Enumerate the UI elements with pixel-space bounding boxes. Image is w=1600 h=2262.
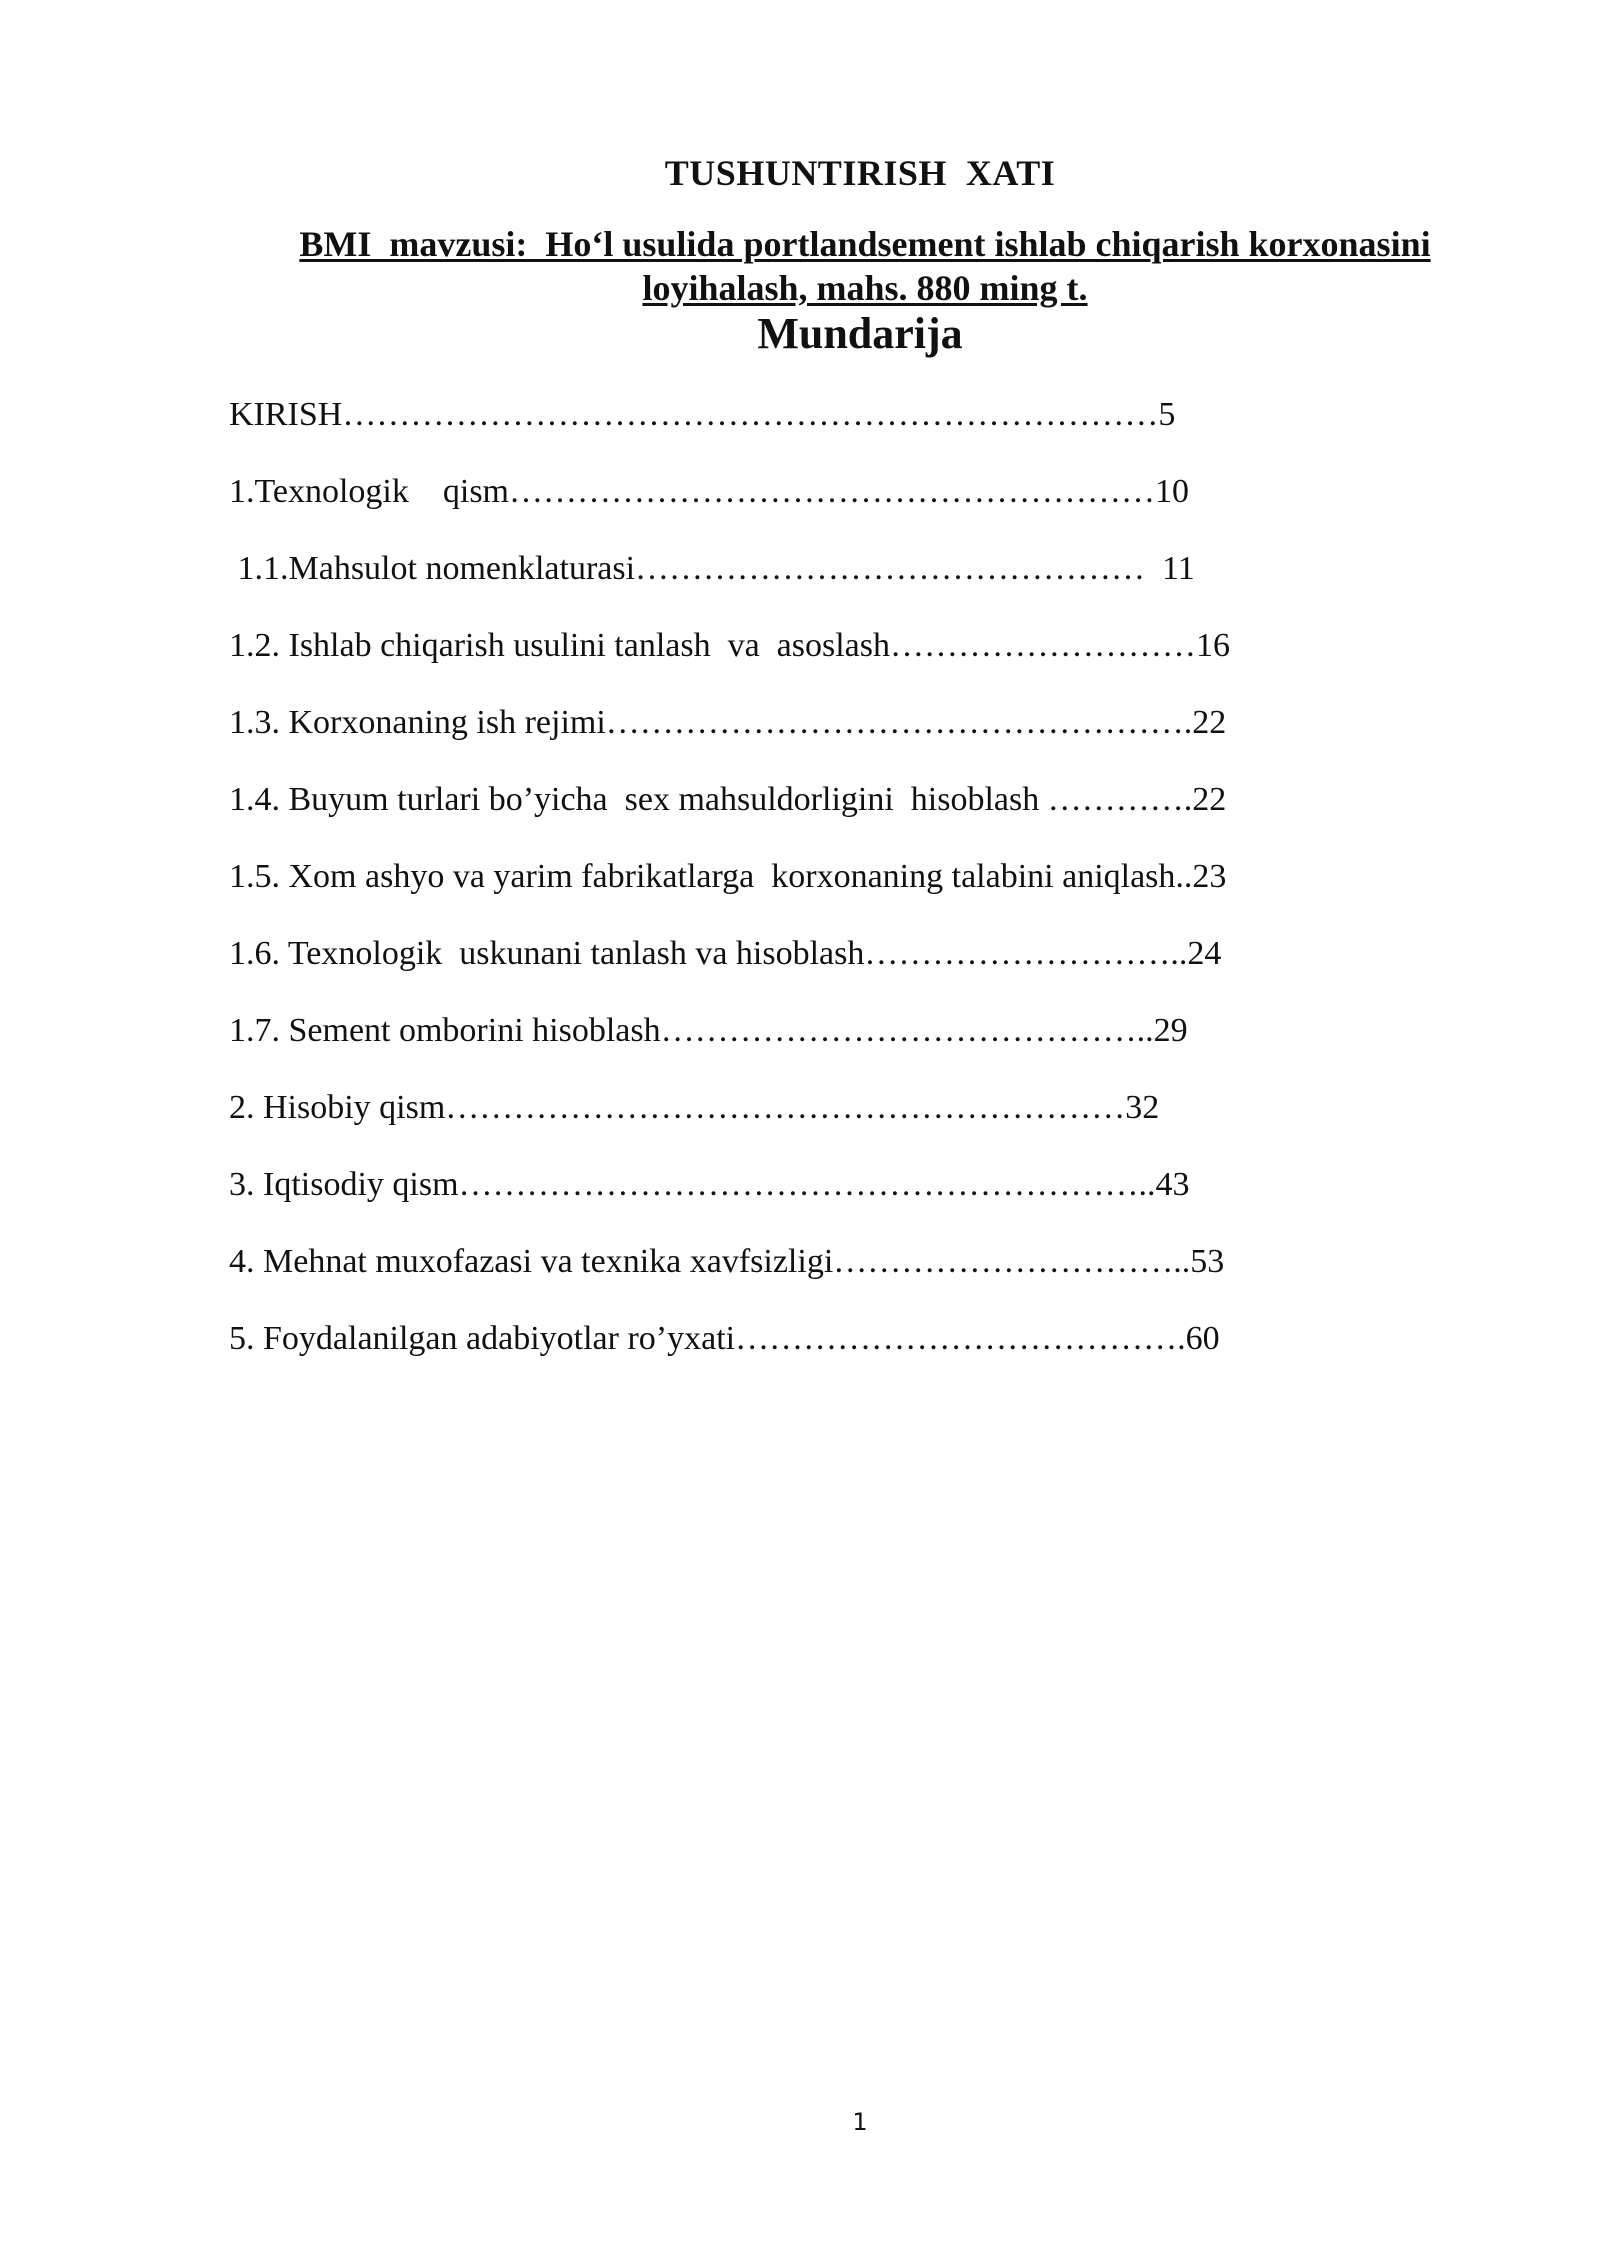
- table-of-contents: [229, 391, 1429, 1392]
- toc-item-equipment-selection: 1.6. Texnologik uskunani tanlash va hisoblash………………………..24: [229, 935, 1222, 972]
- toc-item-product-nomenclature: 1.1.Mahsulot nomenklaturasi……………………………………… 11: [229, 550, 1195, 587]
- contents-heading: Mundarija: [757, 309, 963, 358]
- page-number: 1: [852, 2108, 868, 2136]
- toc-item-work-regime: 1.3. Korxonaning ish rejimi…………………………………………….22: [229, 704, 1227, 741]
- document-topic: BMI mavzusi: Ho‘l usulida portlandsement ishlab chiqarish korxonasini loyihalash, mahs. 880 ming t.: [299, 224, 1431, 308]
- toc-item-economic-part: 3. Iqtisodiy qism……………………………………………………..43: [229, 1166, 1190, 1203]
- toc-item-raw-material-demand: 1.5. Xom ashyo va yarim fabrikatlarga korxonaning talabini aniqlash..23: [229, 858, 1227, 895]
- toc-item-labor-protection: 4. Mehnat muxofazasi va texnika xavfsizligi…………………………..53: [229, 1243, 1225, 1280]
- toc-item-calculation-part: 2. Hisobiy qism……………………………………………………32: [229, 1089, 1160, 1126]
- toc-item-introduction: KIRISH………………………………………………………………5: [229, 396, 1176, 433]
- toc-item-shop-productivity: 1.4. Buyum turlari bo’yicha sex mahsuldorligini hisoblash ………….22: [229, 781, 1227, 818]
- toc-item-technological-part: 1.Texnologik qism…………………………………………………10: [229, 473, 1190, 510]
- toc-item-references: 5. Foydalanilgan adabiyotlar ro’yxati………………………………….60: [229, 1320, 1220, 1357]
- document-title: TUSHUNTIRISH XATI: [664, 153, 1056, 193]
- toc-item-cement-warehouse: 1.7. Sement omborini hisoblash……………………………………..29: [229, 1012, 1188, 1049]
- toc-item-production-method: 1.2. Ishlab chiqarish usulini tanlash va asoslash………………………16: [229, 627, 1231, 664]
